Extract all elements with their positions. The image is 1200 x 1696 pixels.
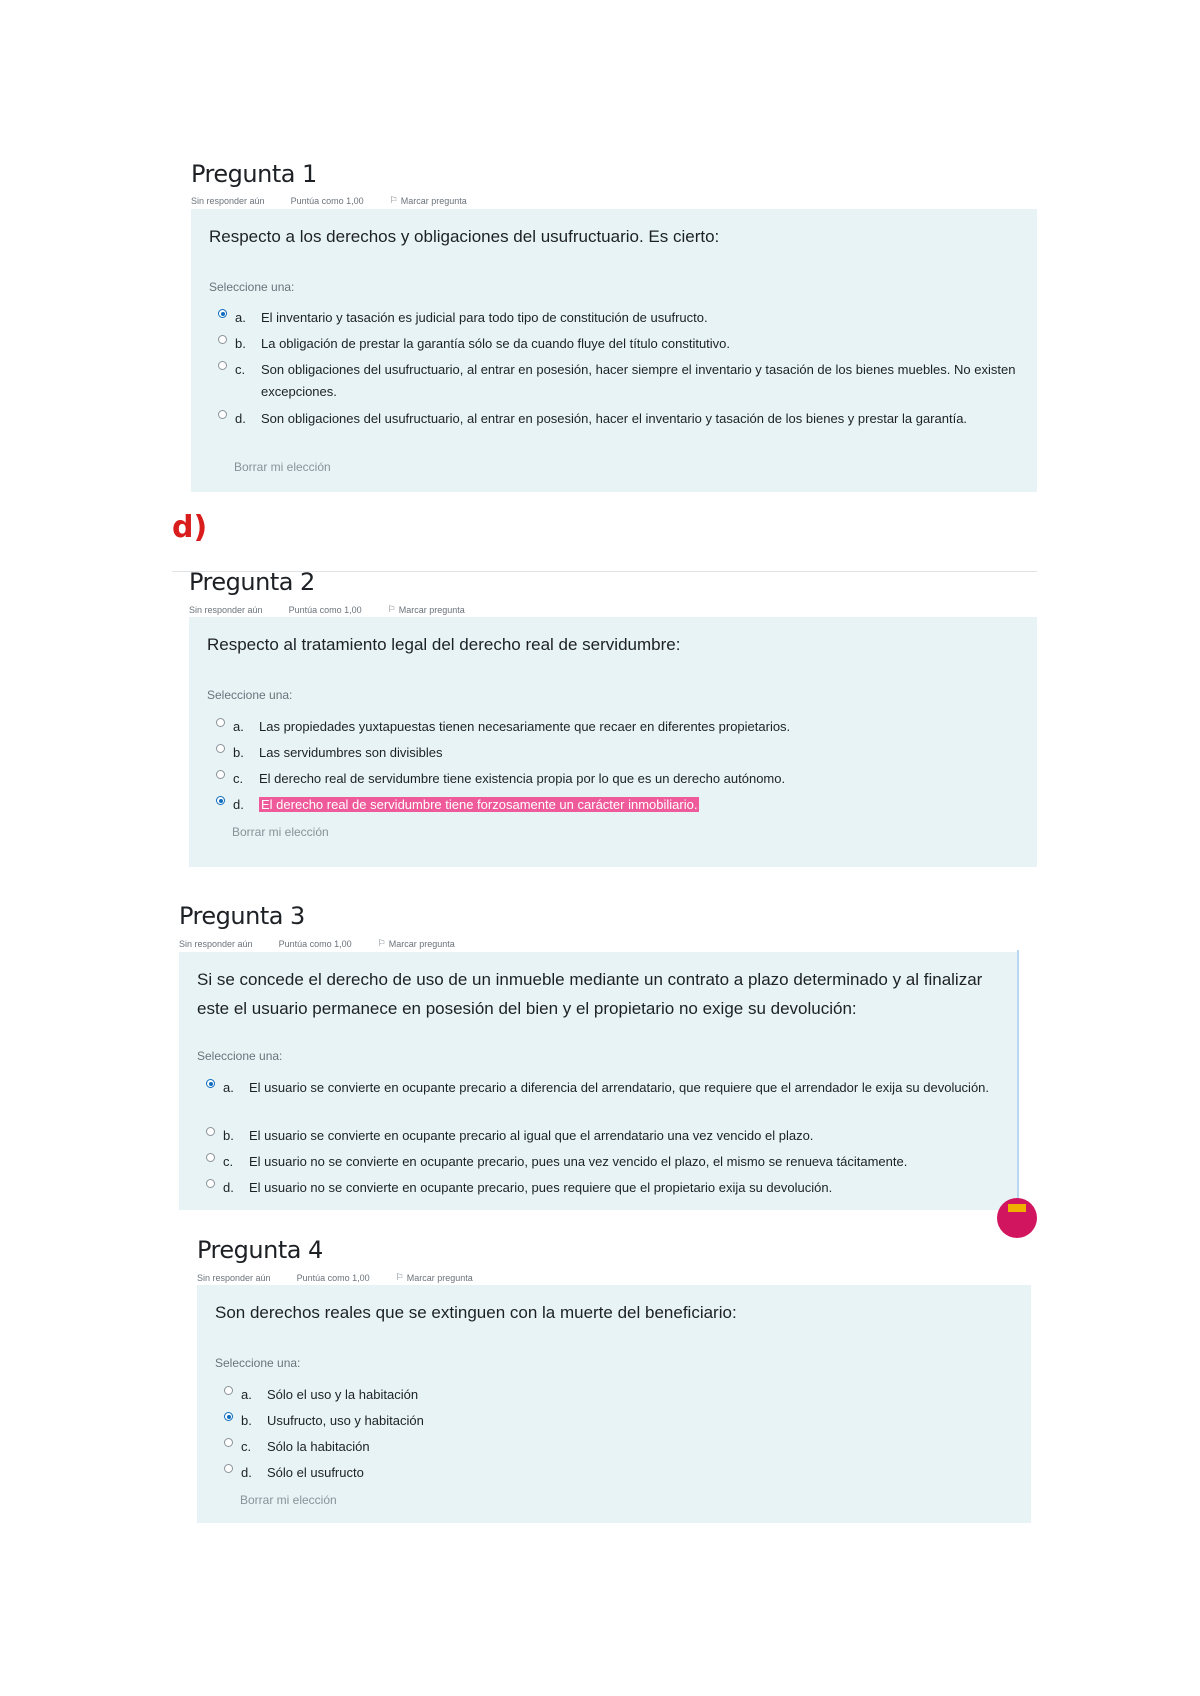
chat-button[interactable] xyxy=(997,1198,1037,1238)
option-text: Usufructo, uso y habitación xyxy=(267,1413,424,1428)
question-3-option-d[interactable] xyxy=(206,1177,996,1199)
question-4-info xyxy=(197,1272,473,1283)
flag-icon: ⚐ xyxy=(395,1272,404,1282)
option-letter: b. xyxy=(233,745,244,760)
question-4-text: Son derechos reales que se extinguen con la muerte del beneficiario: xyxy=(215,1303,737,1322)
option-text: Son obligaciones del usufructuario, al entrar en posesión, hacer siempre el inventario y tasación de los bienes muebles. No existen excepciones. xyxy=(261,362,1016,399)
flag-icon: ⚐ xyxy=(389,195,398,205)
radio-icon[interactable] xyxy=(224,1438,233,1447)
question-2-score: Puntúa como 1,00 xyxy=(288,604,362,615)
question-2-prompt: Seleccione una: xyxy=(207,688,293,702)
question-1-option-a[interactable] xyxy=(218,307,1018,329)
radio-selected-icon[interactable] xyxy=(218,309,227,318)
option-letter: b. xyxy=(235,336,246,351)
option-text: El usuario no se convierte en ocupante precario, pues una vez vencido el plazo, el mismo se renueva tácitamente. xyxy=(249,1154,908,1169)
option-letter: b. xyxy=(223,1128,234,1143)
question-2-option-a[interactable] xyxy=(216,716,1016,738)
question-2-status: Sin responder aún xyxy=(189,604,263,615)
question-3-status: Sin responder aún xyxy=(179,938,253,949)
highlighted-option-text: El derecho real de servidumbre tiene forzosamente un carácter inmobiliario. xyxy=(261,797,698,812)
radio-icon[interactable] xyxy=(206,1153,215,1162)
question-2-text: Respecto al tratamiento legal del derecho real de servidumbre: xyxy=(207,635,681,654)
question-4-flag-button[interactable]: ⚐ Marcar pregunta xyxy=(395,1272,473,1283)
option-text: El usuario no se convierte en ocupante precario, pues requiere que el propietario exija su devolución. xyxy=(249,1180,833,1195)
question-3-flag-button[interactable]: ⚐ Marcar pregunta xyxy=(377,938,455,949)
answer-annotation: d) xyxy=(172,510,208,545)
question-2-option-d[interactable] xyxy=(216,794,1016,816)
radio-selected-icon[interactable] xyxy=(206,1079,215,1088)
question-1-option-d[interactable] xyxy=(218,408,1018,430)
question-3-text: Si se concede el derecho de uso de un inmueble mediante un contrato a plazo determinado y al finalizar este el usuario permanece en posesión del bien y el propietario no exige su devolución: xyxy=(197,970,983,1018)
question-1-info xyxy=(191,195,467,206)
radio-icon[interactable] xyxy=(216,718,225,727)
question-2-info xyxy=(189,604,465,615)
flag-icon: ⚐ xyxy=(387,604,396,614)
option-text: Las propiedades yuxtapuestas tienen necesariamente que recaer en diferentes propietarios. xyxy=(259,719,791,734)
radio-icon[interactable] xyxy=(206,1127,215,1136)
question-2-option-b[interactable] xyxy=(216,742,1016,764)
question-1-text: Respecto a los derechos y obligaciones del usufructuario. Es cierto: xyxy=(209,227,720,246)
question-2-option-c[interactable] xyxy=(216,768,1016,790)
radio-icon[interactable] xyxy=(216,744,225,753)
option-letter: d. xyxy=(235,411,246,426)
radio-icon[interactable] xyxy=(206,1179,215,1188)
question-3-prompt: Seleccione una: xyxy=(197,1049,283,1063)
option-letter: c. xyxy=(235,362,246,377)
option-letter: b. xyxy=(241,1413,252,1428)
question-3-info xyxy=(179,938,455,949)
option-text: Las servidumbres son divisibles xyxy=(259,745,443,760)
question-4-prompt: Seleccione una: xyxy=(215,1356,301,1370)
question-3-score: Puntúa como 1,00 xyxy=(278,938,352,949)
option-text: La obligación de prestar la garantía sólo se da cuando fluye del título constitutivo. xyxy=(261,336,731,351)
radio-icon[interactable] xyxy=(218,410,227,419)
panel-edge xyxy=(1017,950,1019,1210)
radio-icon[interactable] xyxy=(218,361,227,370)
option-letter: c. xyxy=(241,1439,252,1454)
option-text: El inventario y tasación es judicial para todo tipo de constitución de usufructo. xyxy=(261,310,708,325)
question-3-option-c[interactable] xyxy=(206,1151,996,1173)
question-4-score: Puntúa como 1,00 xyxy=(296,1272,370,1283)
question-3-option-a[interactable] xyxy=(206,1077,996,1099)
question-1-option-b[interactable] xyxy=(218,333,1018,355)
question-4-title: Pregunta 4 xyxy=(197,1236,323,1264)
question-4-option-a[interactable] xyxy=(224,1384,1004,1406)
radio-icon[interactable] xyxy=(224,1386,233,1395)
question-3-title: Pregunta 3 xyxy=(179,902,305,930)
option-text: El usuario se convierte en ocupante precario a diferencia del arrendatario, que requiere que el arrendador le exija su devolución. xyxy=(249,1080,990,1095)
question-1-title: Pregunta 1 xyxy=(191,160,317,188)
option-letter: c. xyxy=(233,771,244,786)
radio-selected-icon[interactable] xyxy=(224,1412,233,1421)
question-1-status: Sin responder aún xyxy=(191,195,265,206)
option-letter: c. xyxy=(223,1154,234,1169)
option-text: Sólo la habitación xyxy=(267,1439,370,1454)
option-letter: d. xyxy=(241,1465,252,1480)
flag-icon: ⚐ xyxy=(377,938,386,948)
option-letter: a. xyxy=(235,310,246,325)
question-4-option-b[interactable] xyxy=(224,1410,1004,1432)
radio-selected-icon[interactable] xyxy=(216,796,225,805)
radio-icon[interactable] xyxy=(216,770,225,779)
question-1-flag-button[interactable]: ⚐ Marcar pregunta xyxy=(389,195,467,206)
question-4-option-d[interactable] xyxy=(224,1462,1004,1484)
question-1-option-c[interactable] xyxy=(218,359,1018,403)
option-text: Son obligaciones del usufructuario, al entrar en posesión, hacer el inventario y tasación de los bienes y prestar la garantía. xyxy=(261,411,968,426)
option-text: El derecho real de servidumbre tiene existencia propia por lo que es un derecho autónomo. xyxy=(259,771,786,786)
option-letter: a. xyxy=(241,1387,252,1402)
question-1-prompt: Seleccione una: xyxy=(209,280,295,294)
question-3-option-b[interactable] xyxy=(206,1125,996,1147)
option-text: Sólo el uso y la habitación xyxy=(267,1387,419,1402)
radio-icon[interactable] xyxy=(224,1464,233,1473)
option-text: El usuario se convierte en ocupante precario al igual que el arrendatario una vez vencido el plazo. xyxy=(249,1128,814,1143)
question-4-status: Sin responder aún xyxy=(197,1272,271,1283)
option-text: Sólo el usufructo xyxy=(267,1465,364,1480)
option-letter: a. xyxy=(233,719,244,734)
question-1-clear-link[interactable]: Borrar mi elección xyxy=(234,460,331,474)
question-2-title: Pregunta 2 xyxy=(189,568,315,596)
question-4-option-c[interactable] xyxy=(224,1436,1004,1458)
question-2-flag-button[interactable]: ⚐ Marcar pregunta xyxy=(387,604,465,615)
option-letter: d. xyxy=(233,797,244,812)
option-letter: a. xyxy=(223,1080,234,1095)
option-letter: d. xyxy=(223,1180,234,1195)
question-1-score: Puntúa como 1,00 xyxy=(290,195,364,206)
radio-icon[interactable] xyxy=(218,335,227,344)
question-2-clear-link[interactable]: Borrar mi elección xyxy=(232,825,329,839)
question-4-clear-link[interactable]: Borrar mi elección xyxy=(240,1493,337,1507)
